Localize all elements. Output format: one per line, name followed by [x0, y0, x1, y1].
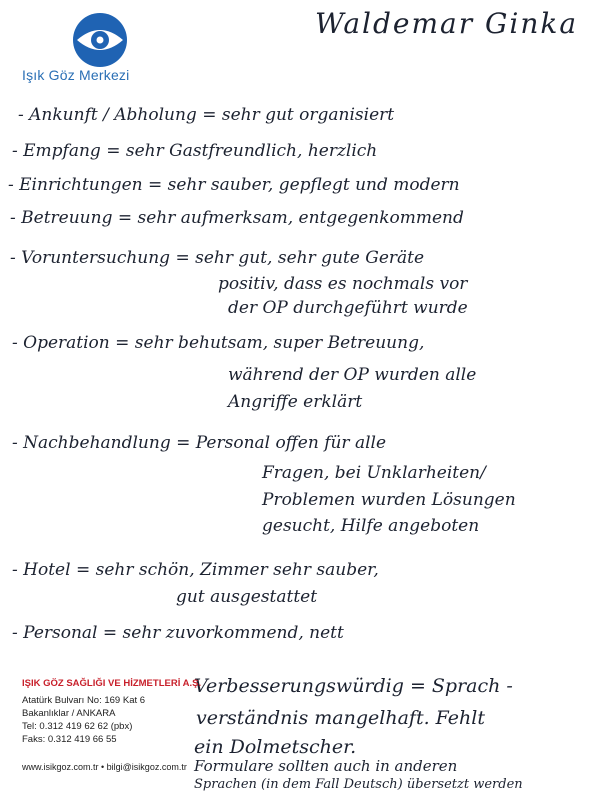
- line-staff: - Personal = sehr zuvorkommend, nett: [12, 623, 344, 643]
- line-aftercare-3: Problemen wurden Lösungen: [262, 490, 516, 510]
- line-aftercare: - Nachbehandlung = Personal offen für alle: [12, 433, 387, 453]
- line-reception: - Empfang = sehr Gastfreundlich, herzlich: [12, 141, 378, 161]
- company-web: www.isikgoz.com.tr • bilgi@isikgoz.com.tr: [22, 762, 187, 772]
- line-improve-5: Sprachen (in dem Fall Deutsch) übersetzt werden: [194, 777, 523, 792]
- line-aftercare-2: Fragen, bei Unklarheiten/: [262, 463, 486, 483]
- line-improve: Verbesserungswürdig = Sprach -: [194, 675, 513, 697]
- line-aftercare-4: gesucht, Hilfe angeboten: [262, 516, 480, 536]
- line-preexam: - Voruntersuchung = sehr gut, sehr gute Geräte: [10, 248, 425, 268]
- line-facilities: - Einrichtungen = sehr sauber, gepflegt und modern: [8, 175, 460, 195]
- company-address-1: Atatürk Bulvarı No: 169 Kat 6: [22, 695, 146, 706]
- brand-name: Işık Göz Merkezi: [22, 67, 130, 83]
- company-tel: Tel: 0.312 419 62 62 (pbx): [22, 721, 133, 732]
- line-operation-2: während der OP wurden alle: [228, 365, 477, 385]
- line-operation: - Operation = sehr behutsam, super Betreuung,: [12, 333, 425, 353]
- line-preexam-2: positiv, dass es nochmals vor: [218, 274, 468, 294]
- line-hotel: - Hotel = sehr schön, Zimmer sehr sauber,: [12, 560, 379, 580]
- line-operation-3: Angriffe erklärt: [228, 392, 363, 412]
- company-fax: Faks: 0.312 419 66 55: [22, 734, 117, 745]
- company-name: IŞIK GÖZ SAĞLIĞI VE HİZMETLERİ A.Ş.: [22, 678, 202, 689]
- line-care: - Betreuung = sehr aufmerksam, entgegenkommend: [10, 208, 464, 228]
- line-improve-4: Formulare sollten auch in anderen: [194, 757, 458, 775]
- line-improve-3: ein Dolmetscher.: [194, 736, 357, 758]
- line-preexam-3: der OP durchgeführt wurde: [228, 298, 468, 318]
- line-hotel-2: gut ausgestattet: [176, 587, 318, 607]
- line-improve-2: verständnis mangelhaft. Fehlt: [196, 707, 485, 729]
- signature: Waldemar Ginka: [315, 7, 579, 40]
- line-arrival: - Ankunft / Abholung = sehr gut organisiert: [18, 105, 395, 125]
- company-info: [22, 677, 202, 746]
- company-address-2: Bakanlıklar / ANKARA: [22, 708, 116, 719]
